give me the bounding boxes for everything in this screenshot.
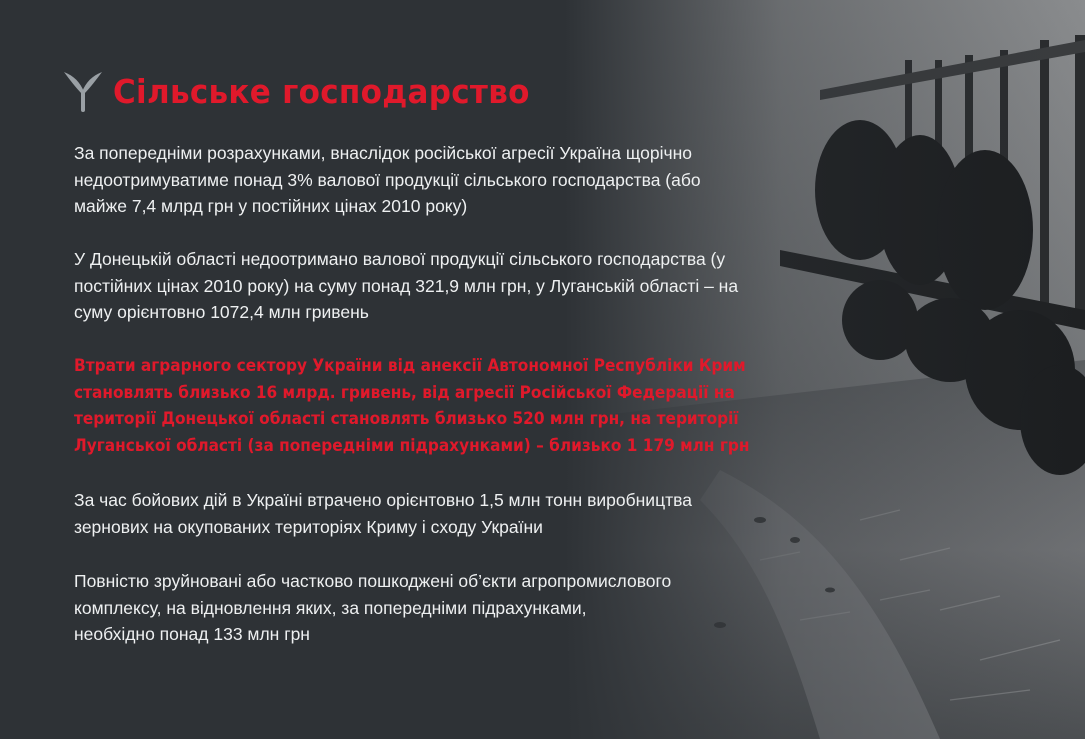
paragraph-highlight-losses: Втрати аграрного сектору України від анексії Автономної Республіки Крим становлять близько 16 млрд. гривень, від агресії Російської Федерації на території Донецької області становлять близько 520 млн грн, на території Луганської області (за попередніми підрахунками) – близько 1 179 млн грн	[74, 356, 750, 455]
paragraph-donetsk-luhansk: У Донецькій області недоотримано валової продукції сільського господарства (у постійних цінах 2010 року) на суму понад 321,9 млн грн, у Луганській області – на суму орієнтовно 1072,4 млн гривень	[74, 249, 739, 322]
sprout-icon	[60, 66, 106, 112]
page-title: Сільське господарство	[113, 72, 530, 111]
paragraph-grain-loss: За час бойових дій в Україні втрачено орієнтовно 1,5 млн тонн виробництва зернових на окупованих територіях Криму і сходу України	[74, 490, 692, 537]
paragraph-agro-damage: Повністю зруйновані або частково пошкоджені об’єкти агропромислового комплексу, на відновлення яких, за попередніми підрахунками, необхідно понад 133 млн грн	[74, 571, 672, 644]
paragraph-annual-loss: За попередніми розрахунками, внаслідок російської агресії Україна щорічно недоотримуватиме понад 3% валової продукції сільського господарства (або майже 7,4 млрд грн у постійних цінах 2010 року)	[74, 143, 701, 216]
